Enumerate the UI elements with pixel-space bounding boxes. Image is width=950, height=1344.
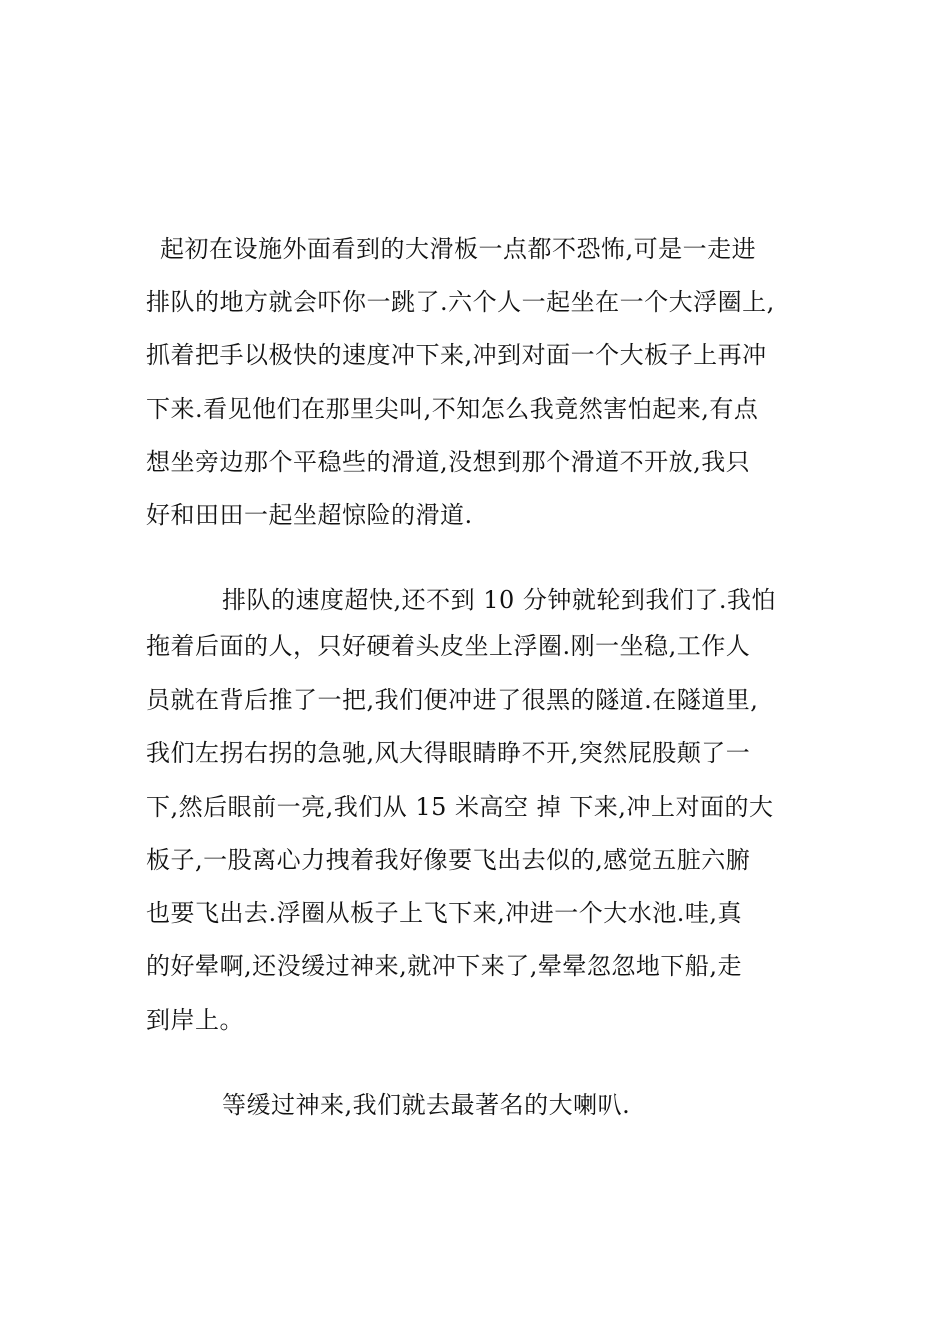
paragraph-line: 拖着后面的人，只好硬着头皮坐上浮圈.刚一坐稳,工作人 [146, 632, 751, 660]
paragraph-line: 员就在背后推了一把,我们便冲进了很黑的隧道.在隧道里, [146, 686, 759, 714]
paragraph-line: 也要飞出去.浮圈从板子上飞下来,冲进一个大水池.哇,真 [146, 899, 743, 927]
paragraph-line: 等缓过神来,我们就去最著名的大喇叭. [222, 1091, 631, 1119]
paragraph-line: 到岸上。 [146, 1006, 244, 1034]
paragraph-line: 抓着把手以极快的速度冲下来,冲到对面一个大板子上再冲 [146, 341, 767, 369]
paragraph-line: 的好晕啊,还没缓过神来,就冲下来了,晕晕忽忽地下船,走 [146, 952, 743, 980]
paragraph-line: 我们左拐右拐的急驰,风大得眼睛睁不开,突然屁股颠了一 [146, 739, 751, 767]
paragraph-line: 起初在设施外面看到的大滑板一点都不恐怖,可是一走进 [160, 235, 757, 263]
paragraph-line: 板子,一股离心力拽着我好像要飞出去似的,感觉五脏六腑 [146, 846, 751, 874]
paragraph-line: 想坐旁边那个平稳些的滑道,没想到那个滑道不开放,我只 [146, 448, 751, 476]
paragraph-line: 下,然后眼前一亮,我们从 15 米高空 掉 下来,冲上对面的大 [146, 793, 774, 821]
paragraph-line: 好和田田一起坐超惊险的滑道. [146, 501, 473, 529]
paragraph-line: 排队的速度超快,还不到 10 分钟就轮到我们了.我怕 [222, 586, 777, 614]
paragraph-line: 排队的地方就会吓你一跳了.六个人一起坐在一个大浮圈上, [146, 288, 775, 316]
paragraph-line: 下来.看见他们在那里尖叫,不知怎么我竟然害怕起来,有点 [146, 395, 759, 423]
